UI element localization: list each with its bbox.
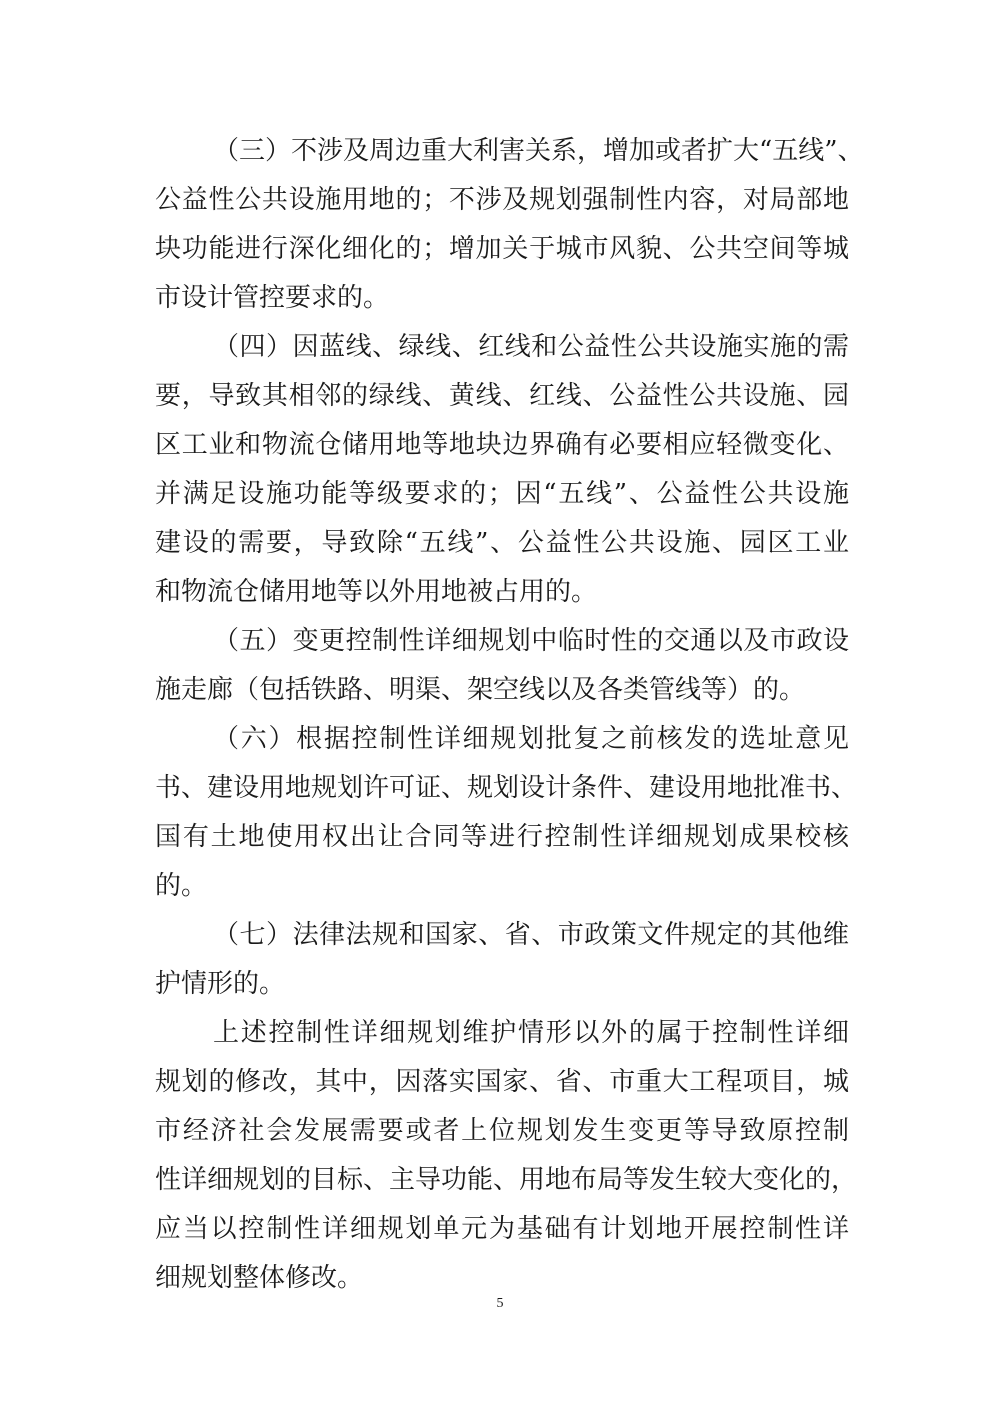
paragraph-6-line-2: 书、建设用地规划许可证、规划设计条件、建设用地批准书、 — [155, 773, 858, 803]
paragraph-8-line-4: 性详细规划的目标、主导功能、用地布局等发生较大变化的， — [155, 1165, 858, 1195]
paragraph-4-line-5: 建设的需要，导致除“五线”、公益性公共设施、园区工业 — [155, 528, 849, 558]
paragraph-3-line-4: 市设计管控要求的。 — [155, 283, 390, 313]
paragraph-4-line-3: 区工业和物流仓储用地等地块边界确有必要相应轻微变化、 — [155, 430, 849, 460]
paragraph-4-line-6: 和物流仓储用地等以外用地被占用的。 — [155, 577, 598, 607]
paragraph-8-line-6: 细规划整体修改。 — [155, 1263, 364, 1293]
paragraph-5-line-1: （五）变更控制性详细规划中临时性的交通以及市政设 — [213, 626, 849, 656]
paragraph-3-line-2: 公益性公共设施用地的；不涉及规划强制性内容，对局部地 — [155, 185, 849, 215]
paragraph-5-line-2: 施走廊（包括铁路、明渠、架空线以及各类管线等）的。 — [155, 675, 806, 705]
paragraph-8-line-2: 规划的修改，其中，因落实国家、省、市重大工程项目，城 — [155, 1067, 849, 1097]
page-number: 5 — [496, 1296, 504, 1311]
paragraph-3-line-1: （三）不涉及周边重大利害关系，增加或者扩大“五线”、 — [213, 136, 864, 166]
paragraph-6-line-3: 国有土地使用权出让合同等进行控制性详细规划成果校核 — [155, 822, 849, 852]
paragraph-8-line-5: 应当以控制性详细规划单元为基础有计划地开展控制性详 — [155, 1214, 849, 1244]
paragraph-4-line-2: 要，导致其相邻的绿线、黄线、红线、公益性公共设施、园 — [155, 381, 849, 411]
paragraph-4-line-4: 并满足设施功能等级要求的；因“五线”、公益性公共设施 — [155, 479, 849, 509]
paragraph-3-line-3: 块功能进行深化细化的；增加关于城市风貌、公共空间等城 — [155, 234, 849, 264]
paragraph-8-line-1: 上述控制性详细规划维护情形以外的属于控制性详细 — [213, 1018, 849, 1048]
paragraph-6-line-1: （六）根据控制性详细规划批复之前核发的选址意见 — [213, 724, 849, 754]
paragraph-8-line-3: 市经济社会发展需要或者上位规划发生变更等导致原控制 — [155, 1116, 849, 1146]
paragraph-7-line-1: （七）法律法规和国家、省、市政策文件规定的其他维 — [213, 920, 849, 950]
paragraph-7-line-2: 护情形的。 — [155, 969, 286, 999]
paragraph-6-line-4: 的。 — [155, 871, 208, 901]
paragraph-4-line-1: （四）因蓝线、绿线、红线和公益性公共设施实施的需 — [213, 332, 849, 362]
